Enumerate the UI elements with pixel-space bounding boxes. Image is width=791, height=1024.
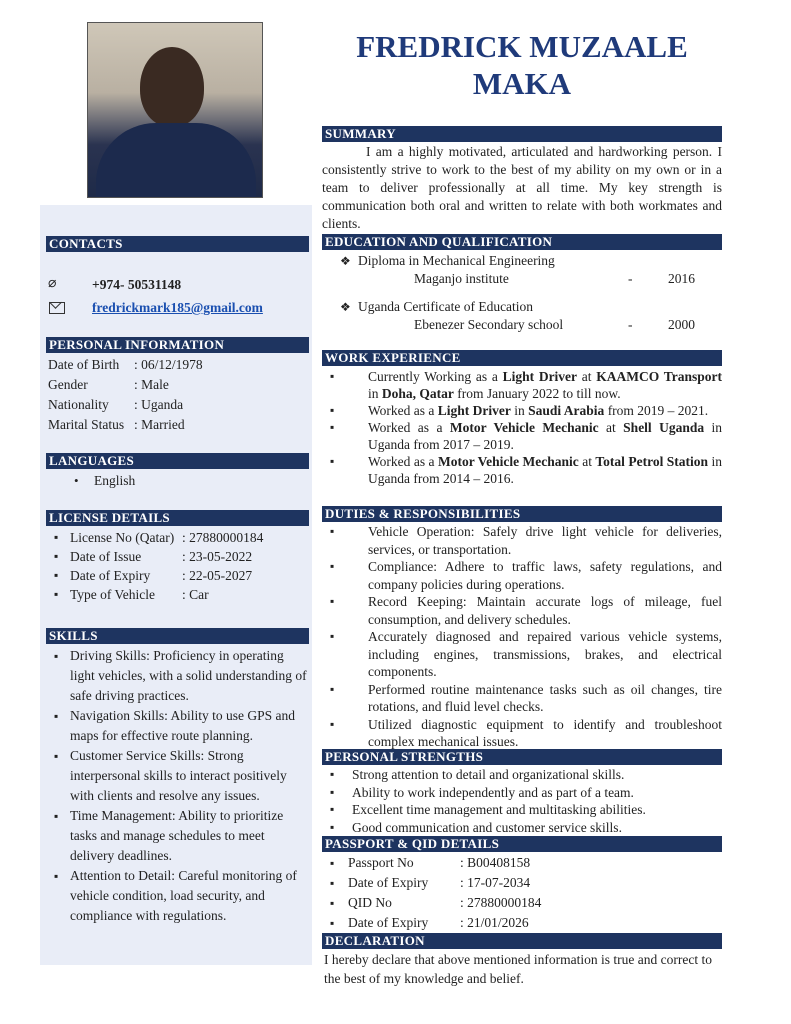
passport-value: : 27880000184 bbox=[460, 895, 542, 910]
declaration-heading: DECLARATION bbox=[322, 933, 722, 949]
passport-key: QID No bbox=[348, 895, 392, 910]
work-text: in Uganda from 2014 – 2016. bbox=[368, 454, 722, 486]
personal-key: Marital Status bbox=[48, 417, 125, 432]
candidate-name bbox=[320, 28, 724, 102]
education-title: Diploma in Mechanical Engineering bbox=[358, 253, 555, 268]
phone-number: +974- 50531148 bbox=[92, 277, 182, 292]
photo-head bbox=[140, 47, 204, 127]
education-item bbox=[340, 298, 718, 334]
education-title: Uganda Certificate of Education bbox=[358, 299, 534, 314]
duties-heading: DUTIES & RESPONSIBILITIES bbox=[322, 506, 722, 522]
personal-row bbox=[48, 375, 203, 395]
license-value: : 23-05-2022 bbox=[182, 549, 253, 564]
work-text: from January 2022 to till now. bbox=[453, 386, 621, 401]
personal-row bbox=[48, 355, 203, 375]
duty-item: ▪ Vehicle Operation: Safely drive light vehicle for deliveries, services, or transportation. bbox=[322, 523, 722, 558]
languages-list bbox=[46, 471, 135, 490]
education-dash: - bbox=[628, 271, 633, 286]
license-row bbox=[46, 585, 309, 604]
license-key: Type of Vehicle bbox=[70, 587, 156, 602]
work-text: Currently Working as a bbox=[368, 369, 503, 384]
skill-item: ▪ Time Management: Ability to prioritize tasks and manage schedules to meet delivery deadlines. bbox=[46, 806, 308, 866]
license-value: : 27880000184 bbox=[182, 530, 264, 545]
skill-item: ▪ Navigation Skills: Ability to use GPS and maps for effective route planning. bbox=[46, 706, 308, 746]
mail-icon bbox=[48, 301, 68, 315]
education-heading: EDUCATION AND QUALIFICATION bbox=[322, 234, 722, 250]
passport-key: Date of Expiry bbox=[348, 875, 429, 890]
education-dash: - bbox=[628, 317, 633, 332]
diamond-bullet-icon: ❖ bbox=[340, 300, 351, 314]
personal-row bbox=[48, 415, 203, 435]
work-employer: KAAMCO Transport bbox=[596, 369, 722, 384]
name-line-1: FREDRICK MUZAALE bbox=[356, 29, 688, 64]
work-text: in bbox=[368, 386, 382, 401]
skills-heading: SKILLS bbox=[46, 628, 309, 644]
work-employer: Shell Uganda bbox=[623, 420, 705, 435]
work-location: Doha, Qatar bbox=[381, 386, 454, 401]
work-text: at bbox=[578, 454, 596, 469]
strength-item: ▪ Excellent time management and multitasking abilities. bbox=[322, 801, 722, 819]
work-item bbox=[322, 402, 722, 419]
passport-row bbox=[322, 893, 722, 913]
skill-item: ▪ Driving Skills: Proficiency in operating light vehicles, with a solid understanding of safe driving practices. bbox=[46, 646, 308, 706]
skill-item: ▪ Customer Service Skills: Strong interpersonal skills to interact positively with clients and resolve any issues. bbox=[46, 746, 308, 806]
work-role: Light Driver bbox=[437, 403, 511, 418]
education-school: Maganjo institute bbox=[414, 271, 509, 286]
license-value: : 22-05-2027 bbox=[182, 568, 253, 583]
duty-item: ▪ Record Keeping: Maintain accurate logs of mileage, fuel consumption, and delivery schedules. bbox=[322, 593, 722, 628]
strength-item: ▪ Ability to work independently and as part of a team. bbox=[322, 784, 722, 802]
passport-row bbox=[322, 913, 722, 933]
duty-item: ▪ Compliance: Adhere to traffic laws, safety regulations, and company policies during operations. bbox=[322, 558, 722, 593]
personal-key: Nationality bbox=[48, 397, 109, 412]
license-key: Date of Issue bbox=[70, 549, 142, 564]
work-location: Saudi Arabia bbox=[528, 403, 605, 418]
license-row bbox=[46, 566, 309, 585]
strength-item: ▪ Good communication and customer service skills. bbox=[322, 819, 722, 837]
license-row bbox=[46, 528, 309, 547]
summary-heading: SUMMARY bbox=[322, 126, 722, 142]
summary-text: I am a highly motivated, articulated and hardworking person. I consistently strive to work to the best of my ability on my own or in a team to deliver professionally at all time. My key strength is communication both oral and written to relate with both workmates and clients. bbox=[322, 144, 722, 231]
license-row bbox=[46, 547, 309, 566]
strengths-list bbox=[322, 766, 722, 836]
strength-item: ▪ Strong attention to detail and organizational skills. bbox=[322, 766, 722, 784]
work-item bbox=[322, 368, 722, 402]
license-value: : Car bbox=[182, 587, 209, 602]
work-text: from 2019 – 2021. bbox=[604, 403, 709, 418]
license-list bbox=[46, 528, 309, 604]
diamond-bullet-icon: ❖ bbox=[340, 254, 351, 268]
passport-value: : 17-07-2034 bbox=[460, 875, 531, 890]
skills-list bbox=[46, 646, 308, 926]
passport-heading: PASSPORT & QID DETAILS bbox=[322, 836, 722, 852]
license-key: License No (Qatar) bbox=[70, 530, 175, 545]
duty-item: ▪ Utilized diagnostic equipment to identify and troubleshoot complex mechanical issues. bbox=[322, 716, 722, 751]
education-year: 2000 bbox=[668, 317, 695, 332]
personal-value: : Married bbox=[134, 417, 185, 432]
language-item: • English bbox=[46, 471, 135, 490]
personal-value: : Uganda bbox=[134, 397, 184, 412]
languages-heading: LANGUAGES bbox=[46, 453, 309, 469]
declaration-text: I hereby declare that above mentioned information is true and correct to the best of my knowledge and belief. bbox=[324, 952, 712, 986]
work-text: in Uganda from 2017 – 2019. bbox=[368, 420, 723, 452]
work-role: Light Driver bbox=[502, 369, 578, 384]
work-employer: Total Petrol Station bbox=[595, 454, 709, 469]
personal-row bbox=[48, 395, 203, 415]
personal-key: Gender bbox=[48, 377, 88, 392]
phone-icon bbox=[48, 278, 68, 292]
personal-value: : 06/12/1978 bbox=[134, 357, 203, 372]
profile-photo bbox=[87, 22, 263, 198]
license-heading: LICENSE DETAILS bbox=[46, 510, 309, 526]
skill-item: ▪ Attention to Detail: Careful monitoring of vehicle condition, load security, and compliance with regulations. bbox=[46, 866, 308, 926]
work-text: Worked as a bbox=[368, 403, 438, 418]
name-line-2: MAKA bbox=[472, 66, 572, 101]
photo-shoulders bbox=[96, 123, 256, 198]
phone-row bbox=[48, 277, 181, 293]
duty-item: ▪ Performed routine maintenance tasks such as oil changes, tire rotations, and fluid level checks. bbox=[322, 681, 722, 716]
education-item bbox=[340, 252, 718, 288]
education-school: Ebenezer Secondary school bbox=[414, 317, 564, 332]
passport-key: Passport No bbox=[348, 855, 414, 870]
duty-item: ▪ Accurately diagnosed and repaired various vehicle systems, including engines, transmissions, brakes, and electrical components. bbox=[322, 628, 722, 681]
personal-info-heading: PERSONAL INFORMATION bbox=[46, 337, 309, 353]
work-item bbox=[322, 419, 722, 453]
passport-list bbox=[322, 853, 722, 933]
strengths-heading: PERSONAL STRENGTHS bbox=[322, 749, 722, 765]
passport-value: : 21/01/2026 bbox=[460, 915, 529, 930]
work-role: Motor Vehicle Mechanic bbox=[449, 420, 599, 435]
work-text: in bbox=[510, 403, 529, 418]
work-text: at bbox=[598, 420, 624, 435]
personal-key: Date of Birth bbox=[48, 357, 120, 372]
passport-value: : B00408158 bbox=[460, 855, 531, 870]
education-year: 2016 bbox=[668, 271, 695, 286]
work-role: Motor Vehicle Mechanic bbox=[437, 454, 579, 469]
work-text: Worked as a bbox=[368, 420, 450, 435]
work-list bbox=[322, 368, 722, 487]
duties-list bbox=[322, 523, 722, 751]
passport-row bbox=[322, 873, 722, 893]
personal-info-list bbox=[48, 355, 203, 435]
work-heading: WORK EXPERIENCE bbox=[322, 350, 722, 366]
license-key: Date of Expiry bbox=[70, 568, 151, 583]
email-link[interactable]: fredrickmark185@gmail.com bbox=[92, 300, 263, 315]
passport-key: Date of Expiry bbox=[348, 915, 429, 930]
contacts-heading: CONTACTS bbox=[46, 236, 309, 252]
work-text: Worked as a bbox=[368, 454, 438, 469]
personal-value: : Male bbox=[134, 377, 169, 392]
work-text: at bbox=[577, 369, 597, 384]
passport-row bbox=[322, 853, 722, 873]
work-item bbox=[322, 453, 722, 487]
email-row bbox=[48, 300, 263, 316]
